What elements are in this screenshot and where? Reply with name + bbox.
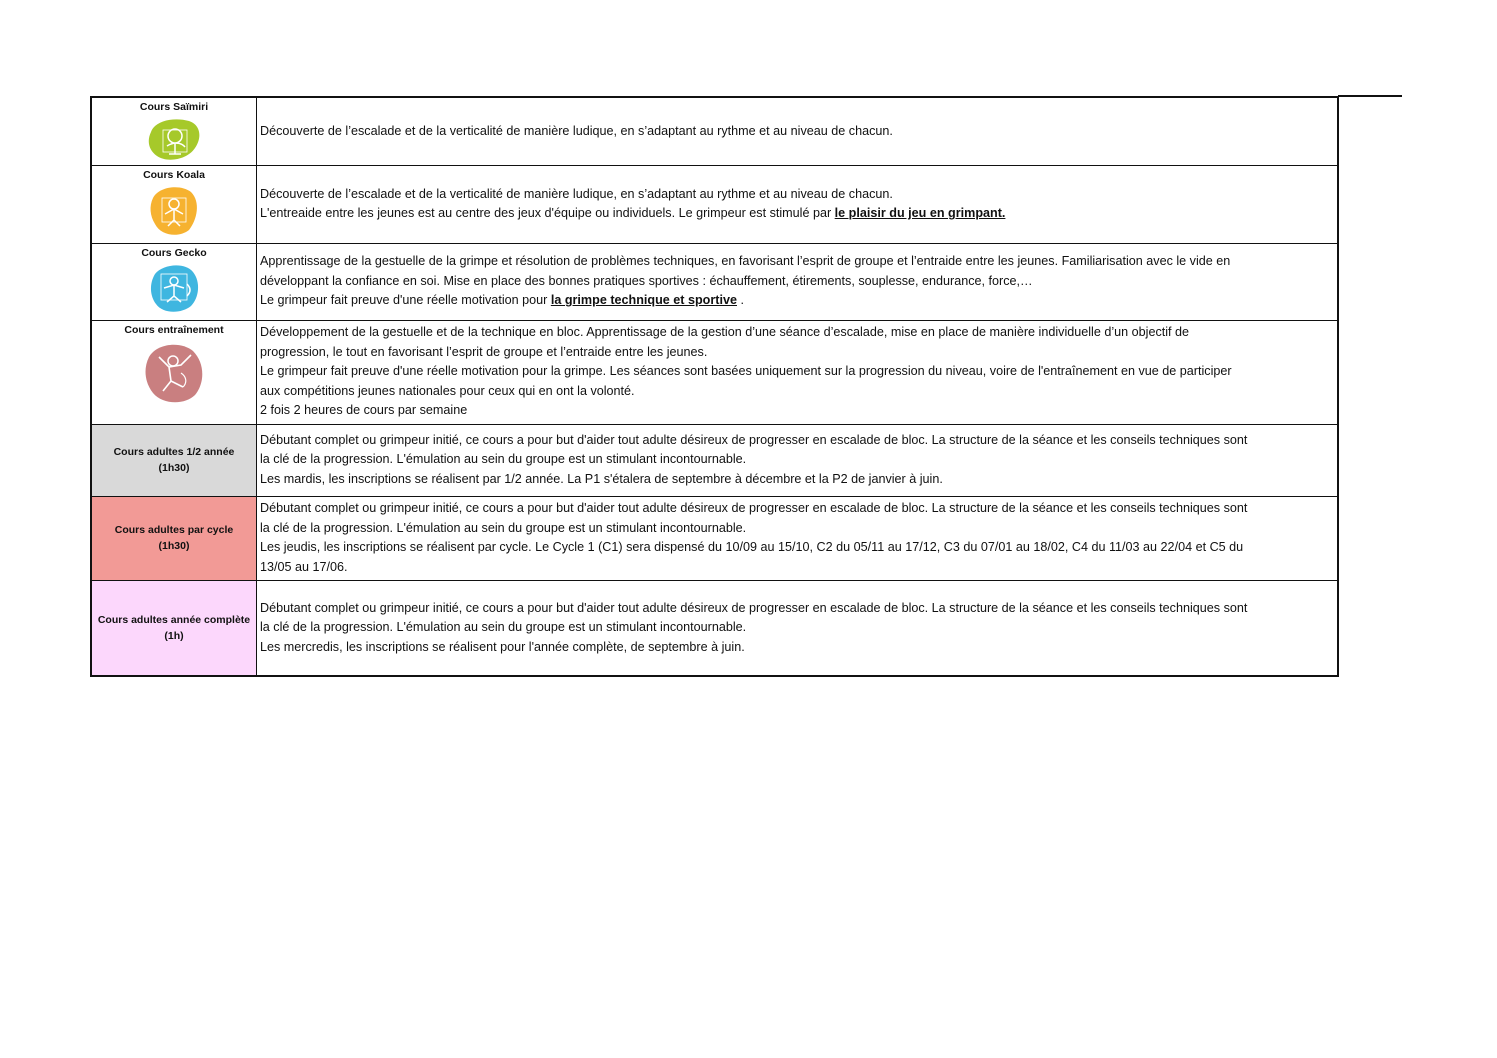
description-line — [260, 204, 1334, 224]
course-name: Cours adultes 1/2 année — [113, 446, 235, 458]
gecko-icon — [147, 262, 201, 314]
description-line: 2 fois 2 heures de cours par semaine — [260, 403, 468, 418]
description-emphasis: le plaisir du jeu en grimpant. — [834, 206, 1006, 220]
table-row — [91, 320, 1338, 424]
description-line: progression, le tout en favorisant l’esprit de groupe et l’entraide entre les jeunes. — [260, 344, 708, 359]
description-line: Le grimpeur fait preuve d'une réelle motivation pour la grimpe. Les séances sont basées uniquement sur la progression du niveau, voire de l'entraînement en vue de participer — [260, 364, 1232, 379]
monkey-icon — [145, 116, 203, 164]
description-line: Découverte de l’escalade et de la verticalité de manière ludique, en s’adaptant au rythme et au niveau de chacun. — [260, 123, 893, 138]
description-text: . — [736, 293, 744, 308]
course-name: Cours adultes par cycle — [114, 524, 234, 536]
courses-table — [90, 96, 1339, 677]
description-line: Les jeudis, les inscriptions se réalisent par cycle. Le Cycle 1 (C1) sera dispensé du 10/09 au 15/10, C2 du 05/11 au 17/12, C3 du 07/01 au 18/02, C4 du 11/03 au 22/04 et C5 du — [260, 540, 1244, 554]
koala-icon — [147, 184, 201, 238]
description-line: Débutant complet ou grimpeur initié, ce cours a pour but d'aider tout adulte désireux de progresser en escalade de bloc. La structure de la séance et les conseils techniques sont — [260, 432, 1248, 447]
course-description — [257, 97, 1339, 165]
description-line — [260, 291, 1334, 311]
course-name-cell — [91, 424, 257, 496]
course-name-cell — [91, 320, 257, 424]
table-row — [91, 424, 1338, 496]
course-name-cell — [91, 165, 257, 243]
description-line: Débutant complet ou grimpeur initié, ce cours a pour but d'aider tout adulte désireux de progresser en escalade de bloc. La structure de la séance et les conseils techniques sont — [260, 501, 1248, 515]
description-line: Débutant complet ou grimpeur initié, ce cours a pour but d'aider tout adulte désireux de progresser en escalade de bloc. La structure de la séance et les conseils techniques sont — [260, 600, 1248, 615]
description-line: la clé de la progression. L'émulation au sein du groupe est un stimulant incontournable. — [260, 452, 747, 467]
description-text: Le grimpeur fait preuve d'une réelle motivation pour — [260, 293, 551, 308]
table-row — [91, 580, 1338, 676]
description-line: Découverte de l’escalade et de la verticalité de manière ludique, en s’adaptant au rythme et au niveau de chacun. — [260, 186, 893, 201]
description-line: Les mercredis, les inscriptions se réalisent pour l'année complète, de septembre à juin. — [260, 639, 745, 654]
course-description — [257, 580, 1339, 676]
course-duration: (1h30) — [158, 462, 190, 474]
description-line: développant la confiance en soi. Mise en place des bonnes pratiques sportives : échauffement, étirements, souplesse, endurance, force,… — [260, 273, 1033, 288]
course-name-cell — [91, 97, 257, 165]
climber-icon — [141, 339, 207, 407]
description-line: la clé de la progression. L'émulation au sein du groupe est un stimulant incontournable. — [260, 620, 747, 634]
course-description — [257, 424, 1339, 496]
description-emphasis: la grimpe technique et sportive — [550, 293, 737, 308]
description-line: 13/05 au 17/06. — [260, 559, 348, 574]
course-duration: (1h30) — [158, 540, 190, 552]
description-line: Les mardis, les inscriptions se réalisent par 1/2 année. La P1 s'étalera de septembre à décembre et la P2 de janvier à juin. — [260, 471, 943, 486]
description-line: Apprentissage de la gestuelle de la grimpe et résolution de problèmes techniques, en favorisant l’esprit de groupe et l’entraide entre les jeunes. Familiarisation avec le vide en — [260, 254, 1231, 269]
table-row — [91, 496, 1338, 580]
course-name-cell — [91, 580, 257, 676]
course-duration: (1h) — [164, 629, 184, 642]
table-row — [91, 243, 1338, 320]
description-line: aux compétitions jeunes nationales pour ceux qui en ont la volonté. — [260, 383, 635, 398]
description-line: la clé de la progression. L'émulation au sein du groupe est un stimulant incontournable. — [260, 520, 747, 535]
table-top-rule — [1338, 95, 1402, 97]
description-line: Développement de la gestuelle et de la technique en bloc. Apprentissage de la gestion d’une séance d’escalade, mise en place de manière individuelle d’un objectif de — [260, 325, 1190, 340]
course-name: Cours Saïmiri — [139, 101, 209, 113]
course-name: Cours adultes année complète — [97, 613, 251, 626]
course-description — [257, 320, 1339, 424]
course-description — [257, 165, 1339, 243]
course-name-cell — [91, 243, 257, 320]
description-text: L'entreaide entre les jeunes est au centre des jeux d'équipe ou individuels. Le grimpeur est stimulé par — [260, 206, 835, 220]
course-description — [257, 496, 1339, 580]
table-row — [91, 165, 1338, 243]
course-name-cell — [91, 496, 257, 580]
table-row — [91, 97, 1338, 165]
course-description — [257, 243, 1339, 320]
course-name: Cours Koala — [143, 168, 205, 181]
course-name: Cours Gecko — [141, 246, 207, 259]
course-name: Cours entraînement — [124, 323, 224, 336]
